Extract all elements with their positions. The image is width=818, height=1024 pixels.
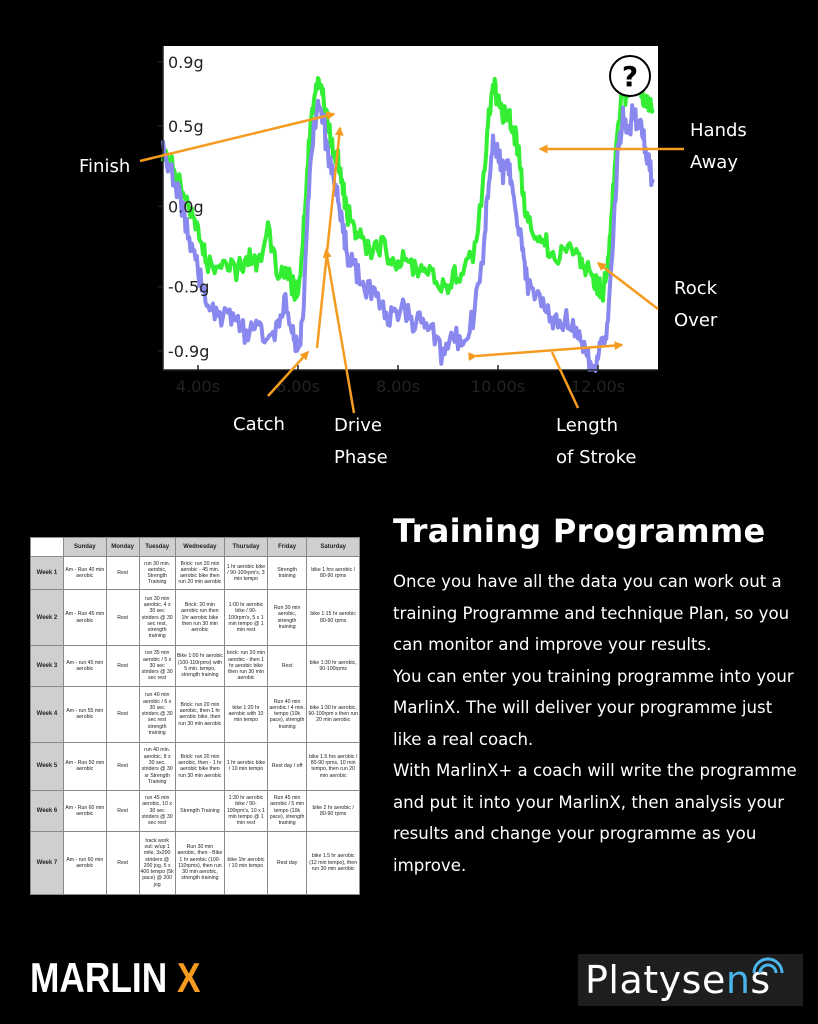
table-cell: Rest day: [267, 831, 306, 894]
table-cell: Rest day / off: [267, 742, 306, 790]
x-tick-label: 12.00s: [570, 377, 626, 396]
x-tick-label: 6.00s: [276, 377, 320, 396]
y-tick-label: -0.5g: [168, 277, 210, 297]
x-tick-label: 4.00s: [176, 377, 220, 396]
table-cell: Rest: [106, 831, 139, 894]
table-cell: run 30 min aerobic, 4 x 30 sec striders @ 30 sec rest, strength training: [139, 590, 175, 646]
table-cell: bike 1:30 hr aerobic, 90-100rpm s then run 20 min aerobic: [307, 686, 360, 742]
column-header: Tuesday: [139, 538, 175, 557]
table-cell: Brick: run 20 min aerobic, then 1 hr aerobic bike, then run 30 min aerobic: [175, 686, 224, 742]
x-tick-label: 8.00s: [376, 377, 420, 396]
table-row: [31, 742, 360, 790]
table-cell: Run 30 min aerobic, then - Bike 1 hr aerobic (100-110rpms), then run 30 min aerobic, strength training: [175, 831, 224, 894]
column-header: Friday: [267, 538, 306, 557]
description-paragraph: With MarlinX+ a coach will write the programme and put it into your MarlinX, then analysis your results and change your programme as you improve.: [393, 761, 797, 875]
table-cell: run 40 min aerobic / 6 x 30 sec striders @ 30 sec rest strength training: [139, 686, 175, 742]
table-cell: run 40 min. aerobic, 8 x 30 sec. striders @ 30 sr Strength Training: [139, 742, 175, 790]
training-table: [30, 537, 360, 895]
table-cell: Run 45 min aerobic / 5 min tempo (10k pace), strength training: [267, 790, 306, 831]
drive-phase-label-line2: Phase: [334, 447, 388, 468]
table-row: [31, 646, 360, 687]
row-header: Week 6: [31, 790, 64, 831]
table-cell: Brick: run 20 min aerobic, then - 1 hr aerobic bike then run 30 min aerobic: [175, 742, 224, 790]
rock-over-label: [674, 273, 717, 337]
signal-waves-icon: [748, 955, 788, 975]
finish-label-line1: Finish: [79, 156, 131, 177]
y-tick-label: 0.0g: [168, 197, 204, 217]
platysens-wordmark-start: Platyse: [585, 958, 726, 1002]
rock-over-label-line1: Rock: [674, 278, 718, 299]
platysens-wordmark-accent: n: [725, 958, 751, 1002]
training-programme-heading: Training Programme: [393, 512, 766, 550]
drive-phase-label: [334, 410, 388, 474]
column-header: Monday: [106, 538, 139, 557]
table-cell: 1 hr aerobic bike / 90-100rpm's, 3 min tempo: [225, 557, 268, 590]
length-of-stroke-label-line2: of Stroke: [556, 447, 637, 468]
table-cell: Strength training: [267, 557, 306, 590]
table-corner-cell: [31, 538, 64, 557]
table-cell: Am - run 55 min aerobic: [63, 686, 106, 742]
platysens-wordmark-end: s: [750, 958, 771, 1002]
hands-away-label-line2: Away: [690, 152, 738, 173]
table-cell: track work out: w/up 1 mile, 3x200 striders @ 200 jog, 5 x 400 tempo (5k pace) @ 200 jog: [139, 831, 175, 894]
training-schedule-table: [30, 537, 360, 895]
y-tick-label: 0.9g: [168, 53, 204, 73]
length-of-stroke-label: [556, 410, 636, 474]
column-header: Thursday: [225, 538, 268, 557]
catch-label: [233, 409, 285, 441]
hands-away-label-line1: Hands: [690, 120, 747, 141]
table-cell: Rest: [106, 590, 139, 646]
table-cell: Am - Run 60 min aerobic: [63, 790, 106, 831]
table-cell: Am - Run 50 min aerobic: [63, 742, 106, 790]
table-cell: bike 1:30 hr aerobic, 90-100rpms: [307, 646, 360, 687]
table-cell: Am - run 60 min aerobic: [63, 831, 106, 894]
finish-label: [79, 151, 130, 183]
x-tick-label: 10.00s: [470, 377, 526, 396]
table-cell: Rest: [267, 646, 306, 687]
table-cell: Strength Training: [175, 790, 224, 831]
table-cell: Brick: 20 min aerobic run then 1hr aerobic bike then run 30 min aerobic: [175, 590, 224, 646]
table-cell: Rest: [106, 646, 139, 687]
table-cell: Am - Run 40 min aerobic: [63, 557, 106, 590]
table-cell: Bike 1:00 hr aerobic (100-110rpms) with 5 min. tempo, strength training: [175, 646, 224, 687]
rock-over-label-line2: Over: [674, 310, 718, 331]
table-cell: bike 1 hrs aerobic / 80-90 rpms: [307, 557, 360, 590]
help-icon-glyph: ?: [621, 60, 639, 93]
marlinx-logo: [30, 954, 201, 1002]
table-cell: bike 1hr aerobic / 10 min tempo: [225, 831, 268, 894]
table-cell: run 30 min. aerobic, Strength Training: [139, 557, 175, 590]
table-cell: run 35 min aerobic / 5 x 30 sec striders @ 30 sec rest: [139, 646, 175, 687]
table-header-row: [31, 538, 360, 557]
table-cell: bike 1.5 hr aerobic (12 min tempo), then run 30 min aerobic: [307, 831, 360, 894]
platysens-wordmark: [585, 954, 771, 1006]
table-cell: bike 1:20 hr aerobic with 10 min tempo: [225, 686, 268, 742]
row-header: Week 5: [31, 742, 64, 790]
table-row: [31, 790, 360, 831]
y-tick-label: -0.9g: [168, 341, 210, 361]
description-paragraph: You can enter you training programme into your MarlinX. The will deliver your programme just like a real coach.: [393, 666, 794, 749]
catch-label-line1: Catch: [233, 414, 285, 435]
table-cell: brick: run 20 min aerobic - then 1 hr aerobic bike then run 30 min aerobic: [225, 646, 268, 687]
table-row: [31, 686, 360, 742]
table-cell: bike 1.5 hrs aerobic / 80-90 rpms, 10 min tempo, then run 20 min aerobic: [307, 742, 360, 790]
marlinx-logo-x: X: [176, 954, 201, 1001]
help-icon[interactable]: [610, 56, 650, 96]
table-row: [31, 831, 360, 894]
description-paragraph: Once you have all the data you can work out a training Programme and technique Plan, so you can monitor and improve your results.: [393, 572, 790, 654]
table-cell: Rest: [106, 790, 139, 831]
column-header: Sunday: [63, 538, 106, 557]
chart-svg: [0, 0, 818, 480]
table-cell: Run 40 min aerobic / 4 min. tempo (10k pace), strength training: [267, 686, 306, 742]
table-cell: Am - run 45 min aerobic: [63, 646, 106, 687]
table-cell: bike 2 hr aerobic / 80-90 rpms: [307, 790, 360, 831]
row-header: Week 2: [31, 590, 64, 646]
stroke-acceleration-chart: [0, 0, 818, 480]
table-cell: Rest: [106, 742, 139, 790]
marlinx-logo-main: MARLIN: [30, 954, 177, 1001]
row-header: Week 7: [31, 831, 64, 894]
table-cell: run 45 min aerobic, 10 x 30 sec striders @ 30 sec rest: [139, 790, 175, 831]
hands-away-label: [690, 115, 747, 179]
table-cell: 1:30 hr aerobic bike / 90-100rpm's, 10 x 1 min tempo @ 1 min rest: [225, 790, 268, 831]
table-cell: 1 hr aerobic bike / 10 min tempo: [225, 742, 268, 790]
row-header: Week 3: [31, 646, 64, 687]
table-cell: Run 30 min aerobic, strength training: [267, 590, 306, 646]
table-cell: Brick: run 20 min aerobic - 45 min. aerobic bike then run 20 min aerobic: [175, 557, 224, 590]
platysens-logo: [578, 954, 803, 1006]
row-header: Week 1: [31, 557, 64, 590]
y-tick-label: 0.5g: [168, 117, 204, 137]
table-cell: bike 1:15 hr aerobic 80-90 rpms: [307, 590, 360, 646]
table-cell: Rest: [106, 557, 139, 590]
training-programme-description: [393, 566, 798, 881]
drive-phase-label-line1: Drive: [334, 415, 382, 436]
table-cell: Am - Run 45 min aerobic: [63, 590, 106, 646]
table-cell: 1:00 hr aerobic bike / 90-100rpm's, 5 x 1 min tempo @ 1 min rest: [225, 590, 268, 646]
column-header: Saturday: [307, 538, 360, 557]
column-header: Wednesday: [175, 538, 224, 557]
row-header: Week 4: [31, 686, 64, 742]
length-of-stroke-label-line1: Length: [556, 415, 619, 436]
table-cell: Rest: [106, 686, 139, 742]
table-row: [31, 590, 360, 646]
table-row: [31, 557, 360, 590]
